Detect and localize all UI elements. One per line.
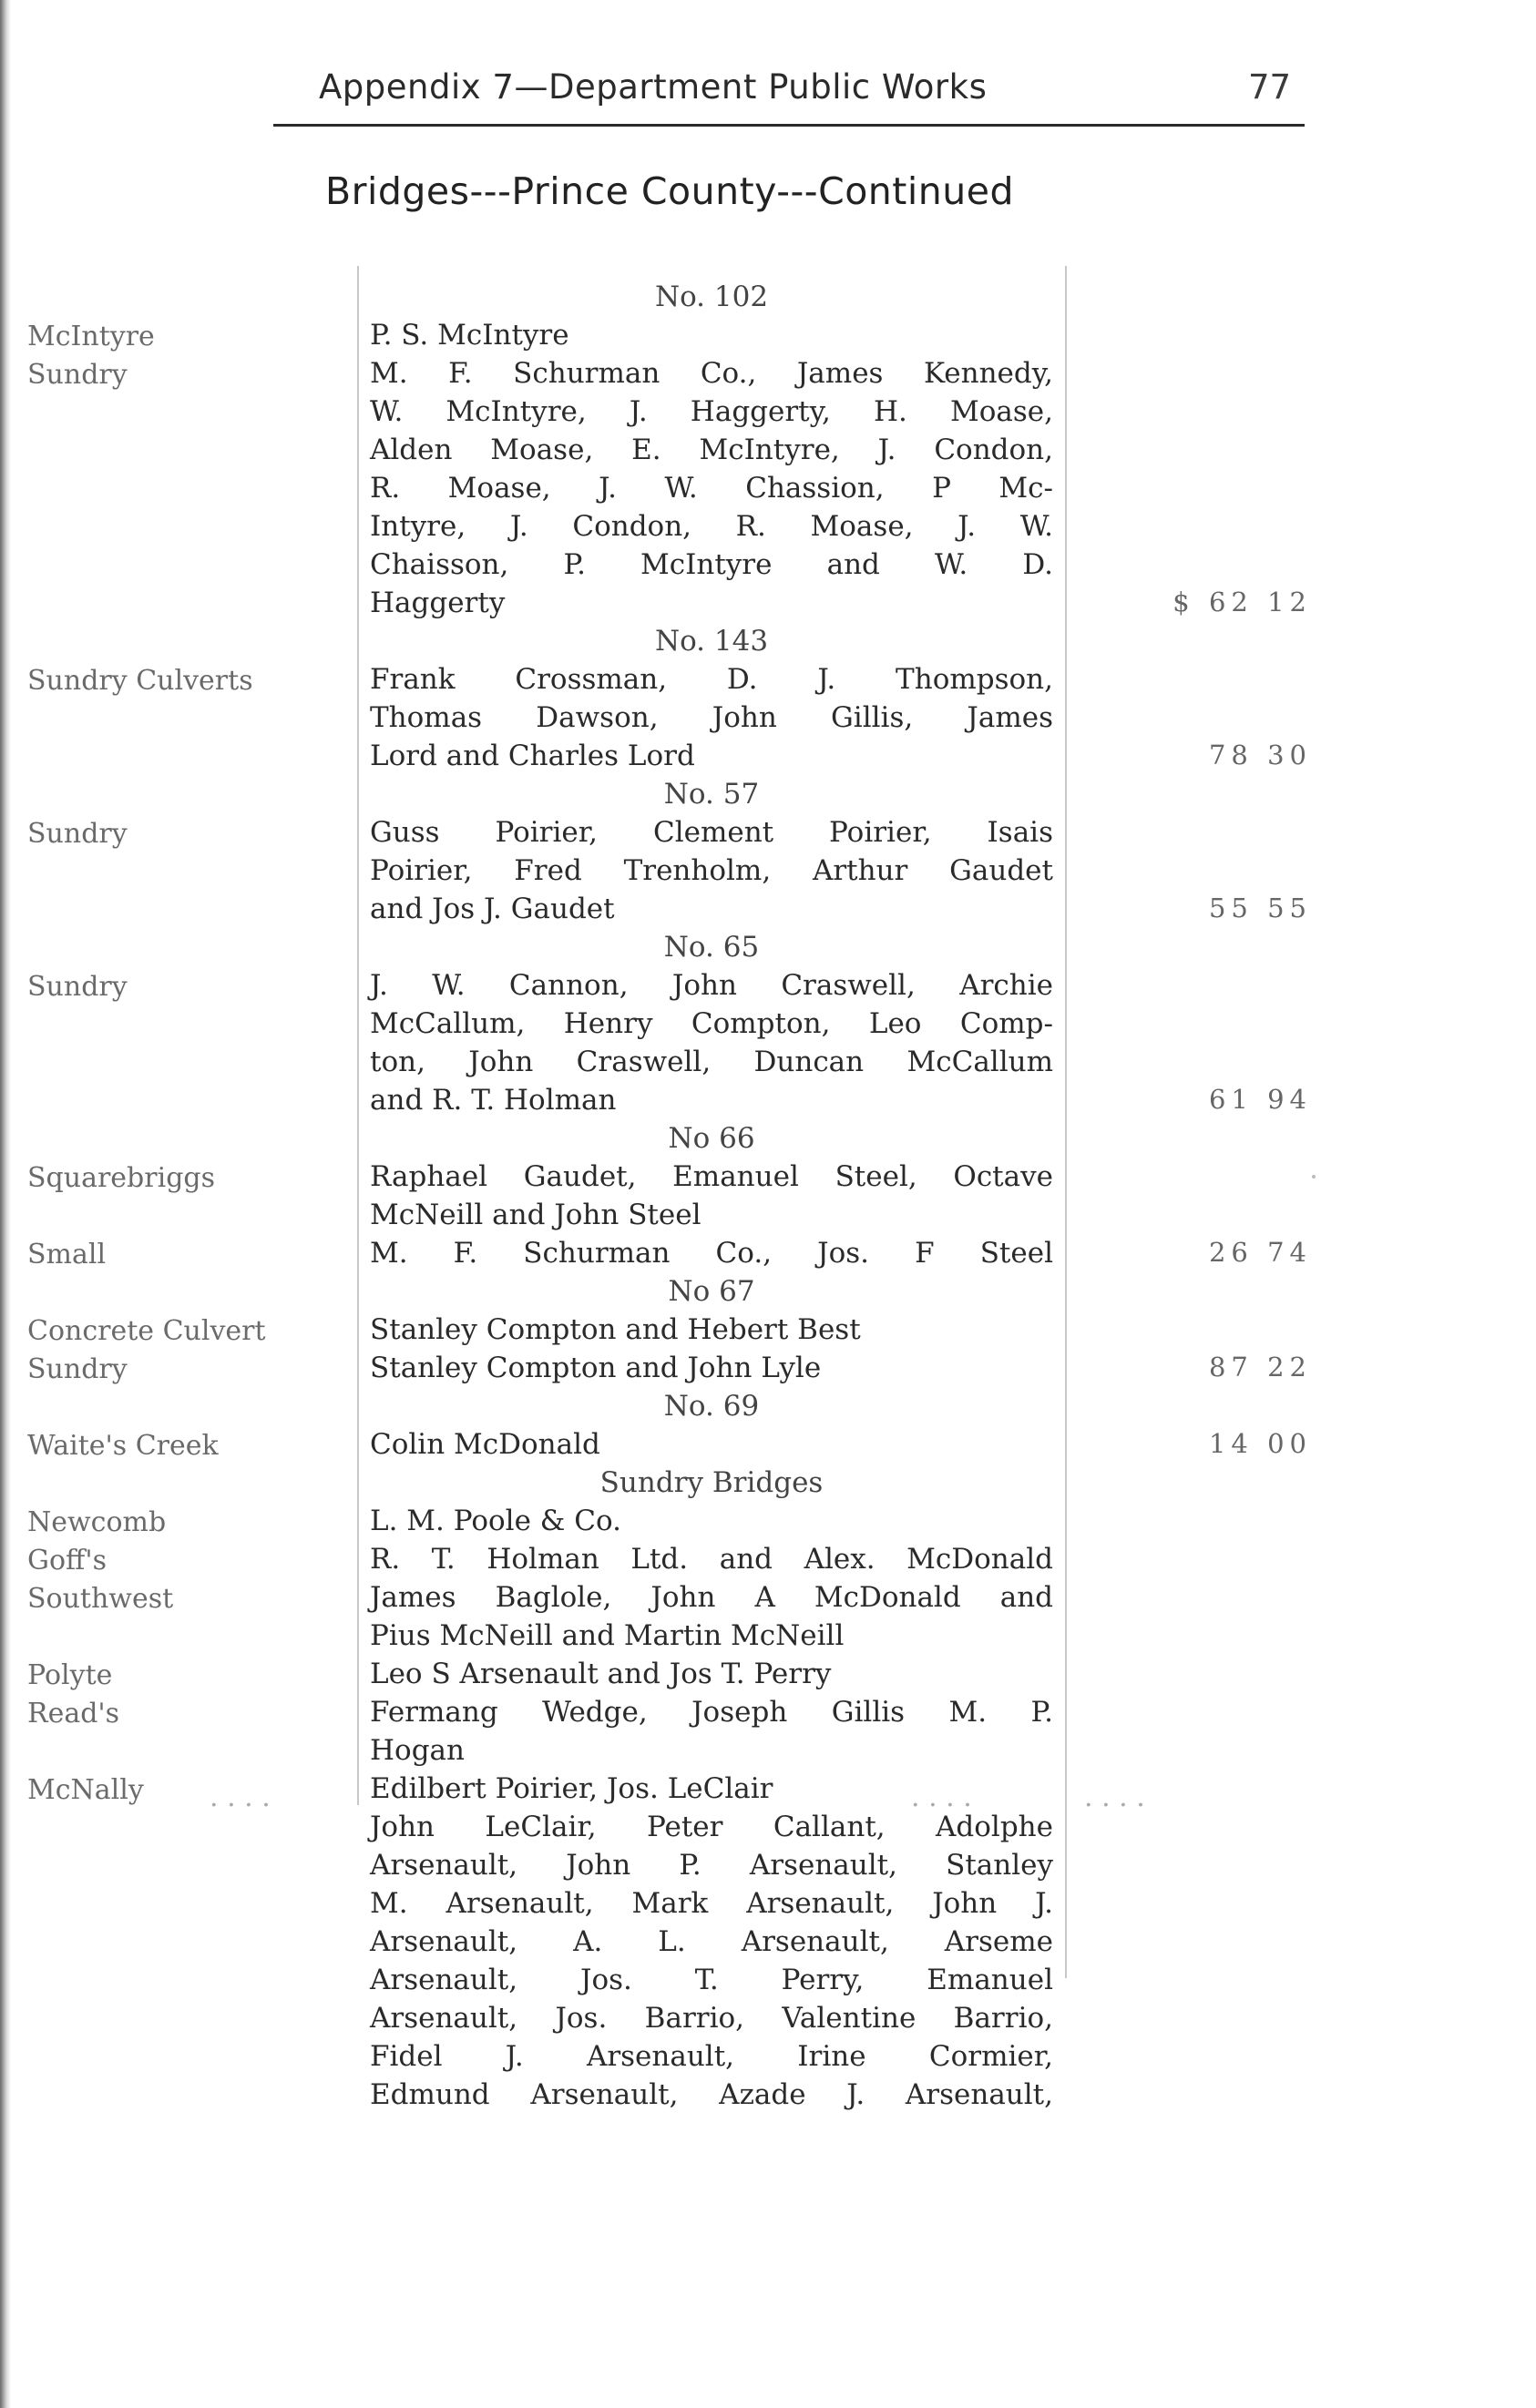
bridge-name-label: Sundry Culverts bbox=[27, 665, 253, 697]
table-row bbox=[0, 1237, 1536, 1275]
payee-text: Edmund Arsenault, Azade J. Arsenault, bbox=[370, 2078, 1053, 2111]
table-row bbox=[0, 1925, 1536, 1964]
table-row bbox=[0, 395, 1536, 434]
amount-value: 14 00 bbox=[1208, 1428, 1312, 1459]
table-row bbox=[0, 1887, 1536, 1925]
payee-text: L. M. Poole & Co. bbox=[370, 1505, 621, 1537]
payee-text: McCallum, Henry Compton, Leo Comp- bbox=[370, 1007, 1053, 1040]
subsection-heading: No 67 bbox=[668, 1275, 755, 1308]
payee-text: Guss Poirier, Clement Poirier, Isais bbox=[370, 816, 1053, 849]
payee-text: R. Moase, J. W. Chassion, P Mc- bbox=[370, 472, 1053, 505]
payee-text: Fermang Wedge, Joseph Gillis M. P. bbox=[370, 1696, 1053, 1729]
running-head: Appendix 7—Department Public Works bbox=[319, 67, 988, 107]
payee-text: W. McIntyre, J. Haggerty, H. Moase, bbox=[370, 395, 1053, 428]
bridge-name-label: Sundry bbox=[27, 1353, 128, 1385]
table-row bbox=[0, 625, 1536, 663]
table-row bbox=[0, 1811, 1536, 1849]
bridge-name-label: Polyte bbox=[27, 1659, 113, 1691]
table-row bbox=[0, 663, 1536, 701]
ink-speck bbox=[1312, 1175, 1316, 1178]
subsection-heading: No. 69 bbox=[663, 1390, 760, 1423]
payee-text: Edilbert Poirier, Jos. LeClair bbox=[370, 1772, 773, 1805]
table-row bbox=[0, 1543, 1536, 1581]
table-row bbox=[0, 1696, 1536, 1734]
bridge-name-label: Concrete Culvert bbox=[27, 1315, 266, 1347]
payee-text: Hogan bbox=[370, 1734, 465, 1767]
subsection-heading: No 66 bbox=[668, 1122, 755, 1155]
payee-text: Arsenault, Jos. T. Perry, Emanuel bbox=[370, 1964, 1053, 1996]
payee-text: Colin McDonald bbox=[370, 1428, 600, 1461]
table-row bbox=[0, 931, 1536, 969]
payee-text: Arsenault, A. L. Arsenault, Arseme bbox=[370, 1925, 1053, 1958]
header-rule bbox=[273, 124, 1305, 127]
table-row bbox=[0, 1007, 1536, 1046]
table-row bbox=[0, 1772, 1536, 1811]
payee-text: Intyre, J. Condon, R. Moase, J. W. bbox=[370, 510, 1053, 543]
table-row bbox=[0, 1160, 1536, 1199]
table-row bbox=[0, 548, 1536, 587]
payee-text: Stanley Compton and Hebert Best bbox=[370, 1313, 861, 1346]
table-row bbox=[0, 1122, 1536, 1160]
table-row bbox=[0, 2078, 1536, 2117]
table-row bbox=[0, 1849, 1536, 1887]
amount-value: 87 22 bbox=[1208, 1352, 1312, 1383]
table-row bbox=[0, 1466, 1536, 1505]
leader-dots: . . . . bbox=[911, 1781, 972, 1813]
payee-text: and Jos J. Gaudet bbox=[370, 893, 615, 925]
subsection-heading: No. 102 bbox=[654, 281, 769, 313]
payee-text: Chaisson, P. McIntyre and W. D. bbox=[370, 548, 1053, 581]
bridge-name-label: Newcomb bbox=[27, 1506, 167, 1538]
amount-value: 26 74 bbox=[1208, 1237, 1312, 1268]
table-row bbox=[0, 1199, 1536, 1237]
table-row bbox=[0, 701, 1536, 740]
table-row bbox=[0, 2002, 1536, 2040]
payee-text: Poirier, Fred Trenholm, Arthur Gaudet bbox=[370, 854, 1053, 887]
table-row bbox=[0, 1084, 1536, 1122]
payee-text: James Baglole, John A McDonald and bbox=[370, 1581, 1053, 1614]
table-row bbox=[0, 1046, 1536, 1084]
table-row bbox=[0, 1658, 1536, 1696]
table-row bbox=[0, 969, 1536, 1007]
table-row bbox=[0, 472, 1536, 510]
leader-dots: . . . . bbox=[210, 1781, 271, 1813]
bridge-name-label: McIntyre bbox=[27, 321, 155, 352]
bridge-name-label: Southwest bbox=[27, 1583, 174, 1615]
payee-text: Stanley Compton and John Lyle bbox=[370, 1352, 822, 1384]
table-row bbox=[0, 778, 1536, 816]
subsection-heading: No. 65 bbox=[663, 931, 760, 964]
table-row bbox=[0, 2040, 1536, 2078]
table-row bbox=[0, 587, 1536, 625]
amount-value: 78 30 bbox=[1208, 740, 1312, 770]
amount-value: 61 94 bbox=[1208, 1084, 1312, 1115]
payee-text: Pius McNeill and Martin McNeill bbox=[370, 1619, 845, 1652]
ledger-table bbox=[0, 281, 1536, 2117]
table-row bbox=[0, 434, 1536, 472]
table-row bbox=[0, 510, 1536, 548]
bridge-name-label: Goff's bbox=[27, 1545, 107, 1576]
table-row bbox=[0, 357, 1536, 395]
table-row bbox=[0, 319, 1536, 357]
table-row bbox=[0, 893, 1536, 931]
table-row bbox=[0, 1619, 1536, 1658]
bridge-name-label: Small bbox=[27, 1239, 107, 1270]
table-row bbox=[0, 816, 1536, 854]
table-row bbox=[0, 1581, 1536, 1619]
page-header bbox=[0, 67, 1536, 122]
table-row bbox=[0, 1964, 1536, 2002]
payee-text: J. W. Cannon, John Craswell, Archie bbox=[370, 969, 1053, 1002]
payee-text: John LeClair, Peter Callant, Adolphe bbox=[370, 1811, 1053, 1843]
section-title: Bridges---Prince County---Continued bbox=[324, 169, 1014, 213]
payee-text: Raphael Gaudet, Emanuel Steel, Octave bbox=[370, 1160, 1053, 1193]
payee-text: M. F. Schurman Co., James Kennedy, bbox=[370, 357, 1053, 390]
bridge-name-label: Sundry bbox=[27, 971, 128, 1003]
bridge-name-label: Sundry bbox=[27, 359, 128, 391]
payee-text: Leo S Arsenault and Jos T. Perry bbox=[370, 1658, 832, 1690]
payee-text: Haggerty bbox=[370, 587, 506, 619]
bridge-name-label: McNally bbox=[27, 1774, 144, 1806]
table-row bbox=[0, 1390, 1536, 1428]
payee-text: Lord and Charles Lord bbox=[370, 740, 695, 772]
table-row bbox=[0, 1313, 1536, 1352]
payee-text: Alden Moase, E. McIntyre, J. Condon, bbox=[370, 434, 1053, 466]
payee-text: Frank Crossman, D. J. Thompson, bbox=[370, 663, 1053, 696]
amount-value: 55 55 bbox=[1208, 893, 1312, 923]
leader-dots: . . . . bbox=[1084, 1781, 1145, 1813]
payee-text: Fidel J. Arsenault, Irine Cormier, bbox=[370, 2040, 1053, 2073]
bridge-name-label: Read's bbox=[27, 1698, 120, 1729]
page-number: 77 bbox=[1248, 67, 1292, 107]
payee-text: Arsenault, John P. Arsenault, Stanley bbox=[370, 1849, 1053, 1882]
table-row bbox=[0, 1428, 1536, 1466]
payee-text: ton, John Craswell, Duncan McCallum bbox=[370, 1046, 1053, 1078]
payee-text: McNeill and John Steel bbox=[370, 1199, 701, 1231]
subsection-heading: No. 143 bbox=[654, 625, 769, 658]
subsection-heading: Sundry Bridges bbox=[599, 1466, 824, 1499]
payee-text: M. F. Schurman Co., Jos. F Steel bbox=[370, 1237, 1053, 1270]
table-row bbox=[0, 1352, 1536, 1390]
payee-text: Arsenault, Jos. Barrio, Valentine Barrio, bbox=[370, 2002, 1053, 2035]
payee-text: M. Arsenault, Mark Arsenault, John J. bbox=[370, 1887, 1053, 1920]
subsection-heading: No. 57 bbox=[663, 778, 760, 811]
payee-text: P. S. McIntyre bbox=[370, 319, 569, 352]
table-row bbox=[0, 1275, 1536, 1313]
bridge-name-label: Sundry bbox=[27, 818, 128, 850]
payee-text: R. T. Holman Ltd. and Alex. McDonald bbox=[370, 1543, 1053, 1576]
amount-value: $ 62 12 bbox=[1172, 587, 1312, 617]
table-row bbox=[0, 854, 1536, 893]
table-row bbox=[0, 281, 1536, 319]
payee-text: Thomas Dawson, John Gillis, James bbox=[370, 701, 1053, 734]
table-row bbox=[0, 1505, 1536, 1543]
bridge-name-label: Squarebriggs bbox=[27, 1162, 216, 1194]
bridge-name-label: Waite's Creek bbox=[27, 1430, 219, 1462]
payee-text: and R. T. Holman bbox=[370, 1084, 617, 1117]
table-row bbox=[0, 740, 1536, 778]
table-row bbox=[0, 1734, 1536, 1772]
